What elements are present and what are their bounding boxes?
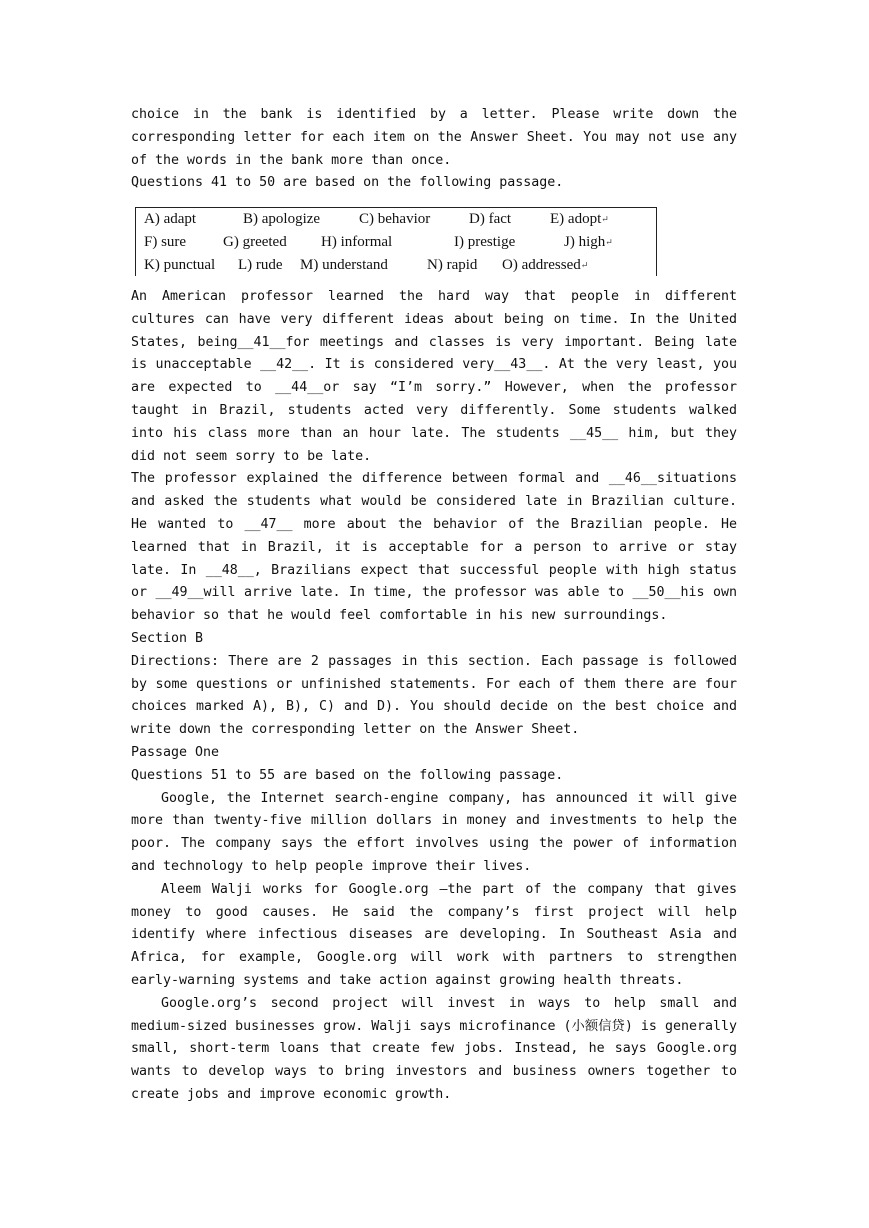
word-bank-item: L) rude bbox=[238, 257, 283, 273]
word-bank-item: K) punctual bbox=[144, 257, 216, 273]
section-b-directions: Directions: There are 2 passages in this section. Each passage is followed by some questions or unfinished statements. For each of them there are four choices marked A), B), C) and D). You should decide on the best choice and write down the corresponding letter on the Answer Sheet. bbox=[131, 653, 737, 738]
word-bank-item: I) prestige bbox=[454, 234, 516, 250]
word-bank-item: G) greeted bbox=[223, 234, 287, 250]
section-b bbox=[131, 628, 737, 1107]
google-paragraph-3: Google.org’s second project will invest in ways to help small and medium-sized businesses grow. Walji says microfinance (小额信贷) is generally small, short-term loans that create few jobs. Instead, he says Google.org wants to develop ways to bring investors and business owners together to create jobs and improve economic growth. bbox=[131, 995, 737, 1102]
return-mark-icon: ↵ bbox=[580, 260, 589, 270]
word-bank-item: E) adopt↵ bbox=[550, 211, 609, 227]
passage-one-label: Passage One bbox=[131, 744, 220, 760]
word-bank-item: B) apologize bbox=[243, 211, 321, 227]
cloze-passage bbox=[131, 286, 737, 628]
passage-paragraph-1: An American professor learned the hard way that people in different cultures can have very different ideas about being on time. In the United States, being__41__for meetings and classes is very important. Being late is unacceptable __42__. It is considered very__43__. At the very least, you are expected to __44__or say “I’m sorry.” However, when the professor taught in Brazil, students acted very differently. Some students walked into his class more than an hour late. The students __45__ him, but they did not seem sorry to be late. bbox=[131, 289, 737, 464]
directions-block bbox=[131, 104, 737, 195]
word-bank-item: J) high↵ bbox=[564, 234, 613, 250]
word-bank-item: O) addressed↵ bbox=[502, 257, 589, 273]
word-bank-item: M) understand bbox=[300, 257, 388, 273]
google-paragraph-2: Aleem Walji works for Google.org —the part of the company that gives money to good causes. He said the company’s first project will help identify where infectious diseases are developing. In Southeast Asia and Africa, for example, Google.org will work with partners to strengthen early-warning systems and take action against growing health threats. bbox=[131, 881, 737, 988]
word-bank-item: C) behavior bbox=[359, 211, 431, 227]
return-mark-icon: ↵ bbox=[605, 237, 613, 247]
word-bank-table bbox=[135, 207, 657, 276]
directions-paragraph: choice in the bank is identified by a letter. Please write down the corresponding letter for each item on the Answer Sheet. You may not use any of the words in the bank more than once. bbox=[131, 107, 737, 168]
questions-41-50-line: Questions 41 to 50 are based on the following passage. bbox=[131, 175, 564, 191]
return-mark-icon: ↵ bbox=[601, 214, 609, 224]
word-bank-item: A) adapt bbox=[144, 211, 197, 227]
passage-paragraph-2: The professor explained the difference between formal and __46__situations and asked the students what would be considered late in Brazilian culture. He wanted to __47__ more about the behavior of the Brazilian people. He learned that in Brazil, it is acceptable for a person to arrive or stay late. In __48__, Brazilians expect that successful people with high status or __49__will arrive late. In time, the professor was able to __50__his own behavior so that he would feel comfortable in his new surroundings. bbox=[131, 471, 737, 624]
word-bank-item: D) fact bbox=[469, 211, 512, 227]
word-bank-item: N) rapid bbox=[427, 257, 478, 273]
word-bank-item: F) sure bbox=[144, 234, 187, 250]
google-paragraph-1: Google, the Internet search-engine company, has announced it will give more than twenty-five million dollars in money and investments to help the poor. The company says the effort involves using the power of information and technology to help people improve their lives. bbox=[131, 790, 737, 874]
questions-51-55-line: Questions 51 to 55 are based on the following passage. bbox=[131, 767, 564, 783]
word-bank-item: H) informal bbox=[321, 234, 393, 250]
section-b-heading: Section B bbox=[131, 631, 204, 646]
